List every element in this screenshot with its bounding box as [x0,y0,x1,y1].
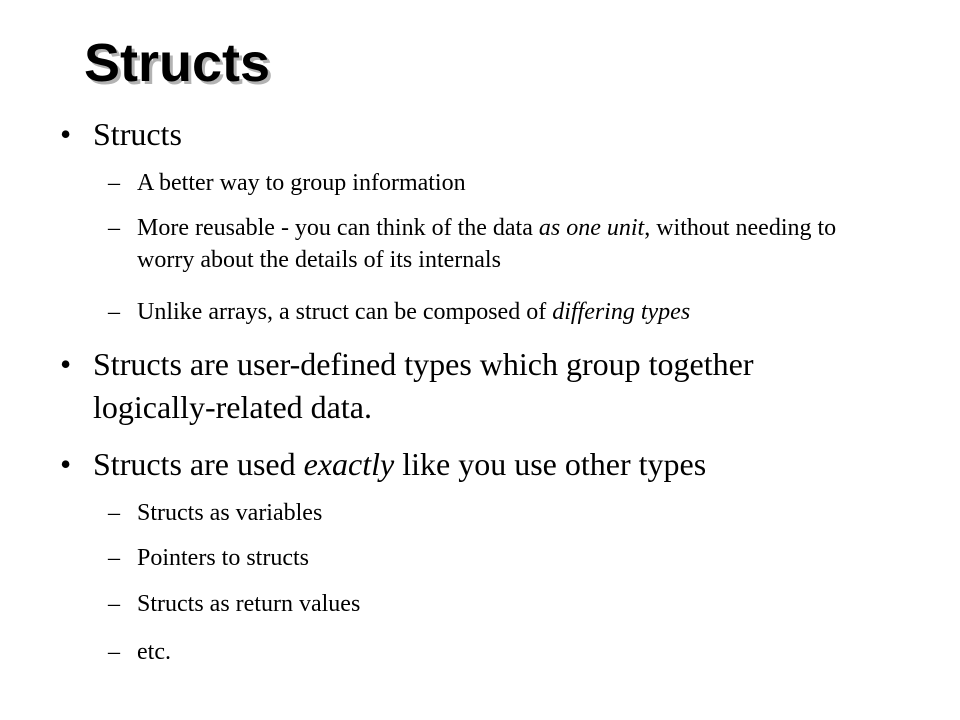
dash-marker: – [108,299,120,325]
dash-marker: – [108,215,120,241]
sub-bullet-text: etc. [137,639,171,665]
sub-bullet-text: A better way to group information [137,170,466,196]
dash-marker: – [108,591,120,617]
text-part: , without needing to worry about the details of its internals [137,215,837,273]
dash-marker: – [108,639,120,665]
bullet-marker: • [60,116,72,152]
text-part: like you use other types [394,446,707,482]
sub-bullet-text: Structs as variables [137,500,323,526]
sub-bullet-text: Structs as return values [137,591,361,617]
dash-marker: – [108,500,120,526]
bullet-text [93,443,853,486]
slide-title: Structs [84,33,271,93]
bullet-marker: • [60,346,72,382]
text-part: Unlike arrays, a struct can be composed of [137,299,553,325]
bullet-marker: • [60,446,72,482]
emphasis: as one unit [538,215,645,241]
sub-bullet-text: Pointers to structs [137,545,309,571]
emphasis: differing types [552,299,691,325]
text-part: Structs are used [93,446,304,482]
text-part: More reusable - you can think of the data [137,215,539,241]
sub-bullet-text [137,212,897,276]
dash-marker: – [108,170,120,196]
sub-bullet-text [137,296,897,328]
emphasis: exactly [303,446,395,482]
bullet-text: Structs are user-defined types which group together logically-related data. [93,346,754,425]
dash-marker: – [108,545,120,571]
bullet-text: Structs [93,116,182,152]
